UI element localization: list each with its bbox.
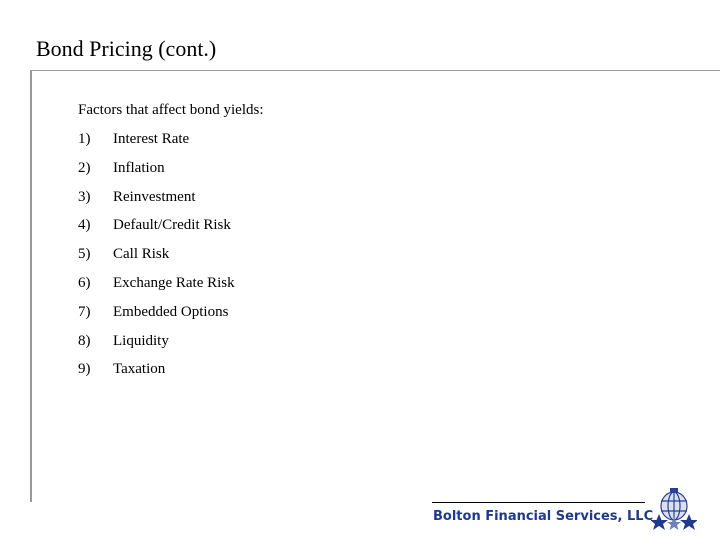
list-item-number: 3) [78, 188, 91, 205]
list-item [78, 331, 235, 360]
list-item-label: Embedded Options [113, 303, 229, 320]
title-divider [30, 70, 720, 71]
list-item-label: Inflation [113, 159, 165, 176]
intro-text: Factors that affect bond yields: [78, 102, 264, 118]
list-item [78, 158, 235, 187]
list-item-label: Taxation [113, 361, 166, 378]
list-item-number: 7) [78, 303, 91, 320]
slide-title: Bond Pricing (cont.) [36, 36, 217, 61]
list-item [78, 129, 235, 158]
list-item [78, 359, 235, 388]
list-item [78, 244, 235, 273]
list-item-number: 9) [78, 361, 91, 378]
list-item-label: Exchange Rate Risk [113, 274, 235, 291]
list-item-number: 8) [78, 332, 91, 349]
company-name: Bolton Financial Services, LLC [433, 509, 654, 524]
globe-star-logo-icon [651, 484, 697, 534]
list-item-label: Reinvestment [113, 188, 196, 205]
list-item-number: 2) [78, 159, 91, 176]
list-item-number: 4) [78, 217, 91, 234]
list-item-label: Liquidity [113, 332, 169, 349]
list-item-label: Call Risk [113, 246, 170, 263]
list-item-number: 1) [78, 131, 91, 147]
list-item-label: Default/Credit Risk [113, 217, 231, 234]
footer-divider [432, 502, 645, 503]
list-item [78, 187, 235, 216]
factor-list [78, 129, 235, 388]
list-item [78, 302, 235, 331]
list-item [78, 215, 235, 244]
list-item [78, 273, 235, 302]
list-item-number: 6) [78, 274, 91, 291]
list-item-label: Interest Rate [113, 131, 190, 147]
left-border-line [30, 70, 32, 502]
list-item-number: 5) [78, 246, 91, 263]
